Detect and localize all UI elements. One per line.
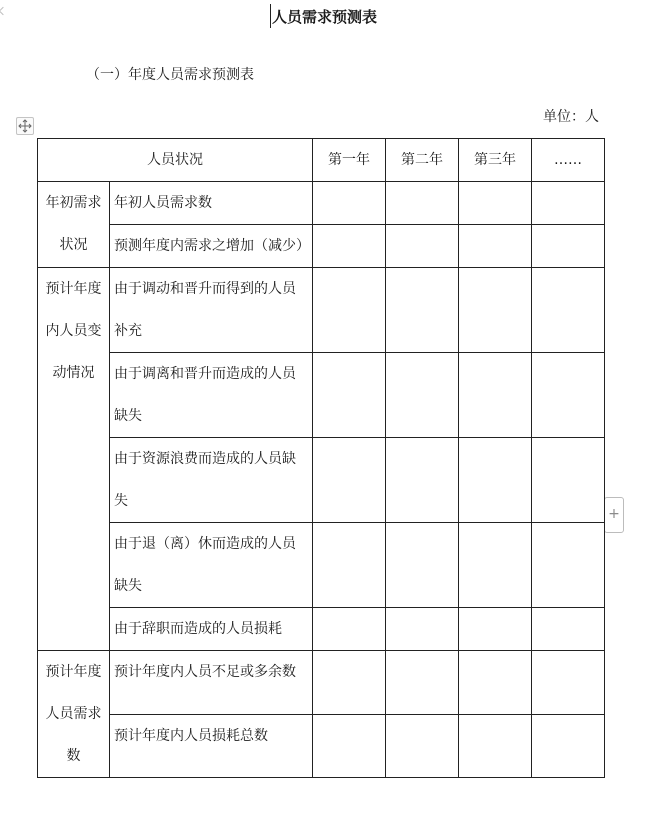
table-move-handle[interactable] [16,117,34,135]
data-cell[interactable] [532,225,605,268]
row-label: 由于资源浪费而造成的人员缺失 [110,438,313,523]
data-cell[interactable] [532,438,605,523]
data-cell[interactable] [386,608,459,651]
group-label: 预计年度人员需求数 [38,651,110,778]
data-cell[interactable] [313,651,386,715]
data-cell[interactable] [459,182,532,225]
table-row [38,608,605,651]
move-arrows-icon [17,118,33,134]
table-row [38,651,605,715]
data-cell[interactable] [313,438,386,523]
data-cell[interactable] [313,225,386,268]
header-year-3: 第三年 [459,139,532,182]
section-heading: （一）年度人员需求预测表 [86,67,254,83]
row-label: 由于退（离）休而造成的人员缺失 [110,523,313,608]
data-cell[interactable] [386,714,459,778]
group-label: 预计年度内人员变动情况 [38,268,110,651]
personnel-demand-table [37,138,605,778]
document-title [0,4,647,28]
text-cursor [270,4,271,28]
table-header-row [38,139,605,182]
row-label: 预计年度内人员不足或多余数 [110,651,313,715]
unit-label: 单位：人 [543,109,599,125]
data-cell[interactable] [386,438,459,523]
table-row [38,438,605,523]
data-cell[interactable] [532,651,605,715]
data-cell[interactable] [532,714,605,778]
data-cell[interactable] [459,268,532,353]
data-cell[interactable] [532,182,605,225]
header-year-1: 第一年 [313,139,386,182]
header-more: …… [532,139,605,182]
data-cell[interactable] [386,182,459,225]
data-cell[interactable] [459,353,532,438]
data-cell[interactable] [386,353,459,438]
table-row [38,523,605,608]
group-label: 年初需求状况 [38,182,110,268]
data-cell[interactable] [459,438,532,523]
data-cell[interactable] [532,608,605,651]
table-row [38,182,605,225]
row-label: 预测年度内需求之增加（减少） [110,225,313,268]
data-cell[interactable] [532,268,605,353]
data-cell[interactable] [459,651,532,715]
row-label: 预计年度内人员损耗总数 [110,714,313,778]
data-cell[interactable] [459,225,532,268]
data-cell[interactable] [313,268,386,353]
row-label: 由于辞职而造成的人员损耗 [110,608,313,651]
data-cell[interactable] [386,268,459,353]
row-label: 由于调动和晋升而得到的人员补充 [110,268,313,353]
plus-icon: + [608,506,620,522]
data-cell[interactable] [459,608,532,651]
table-row [38,353,605,438]
data-cell[interactable] [313,182,386,225]
data-cell[interactable] [459,714,532,778]
row-label: 由于调离和晋升而造成的人员缺失 [110,353,313,438]
header-status: 人员状况 [38,139,313,182]
row-label: 年初人员需求数 [110,182,313,225]
data-cell[interactable] [386,651,459,715]
header-year-2: 第二年 [386,139,459,182]
data-cell[interactable] [386,523,459,608]
data-cell[interactable] [313,523,386,608]
data-cell[interactable] [532,353,605,438]
data-cell[interactable] [313,714,386,778]
data-cell[interactable] [313,608,386,651]
document-title-text: 人员需求预测表 [271,8,377,26]
data-cell[interactable] [386,225,459,268]
data-cell[interactable] [459,523,532,608]
data-cell[interactable] [532,523,605,608]
table-row [38,714,605,778]
table-row [38,225,605,268]
add-column-button[interactable] [604,497,624,533]
data-cell[interactable] [313,353,386,438]
table-row [38,268,605,353]
